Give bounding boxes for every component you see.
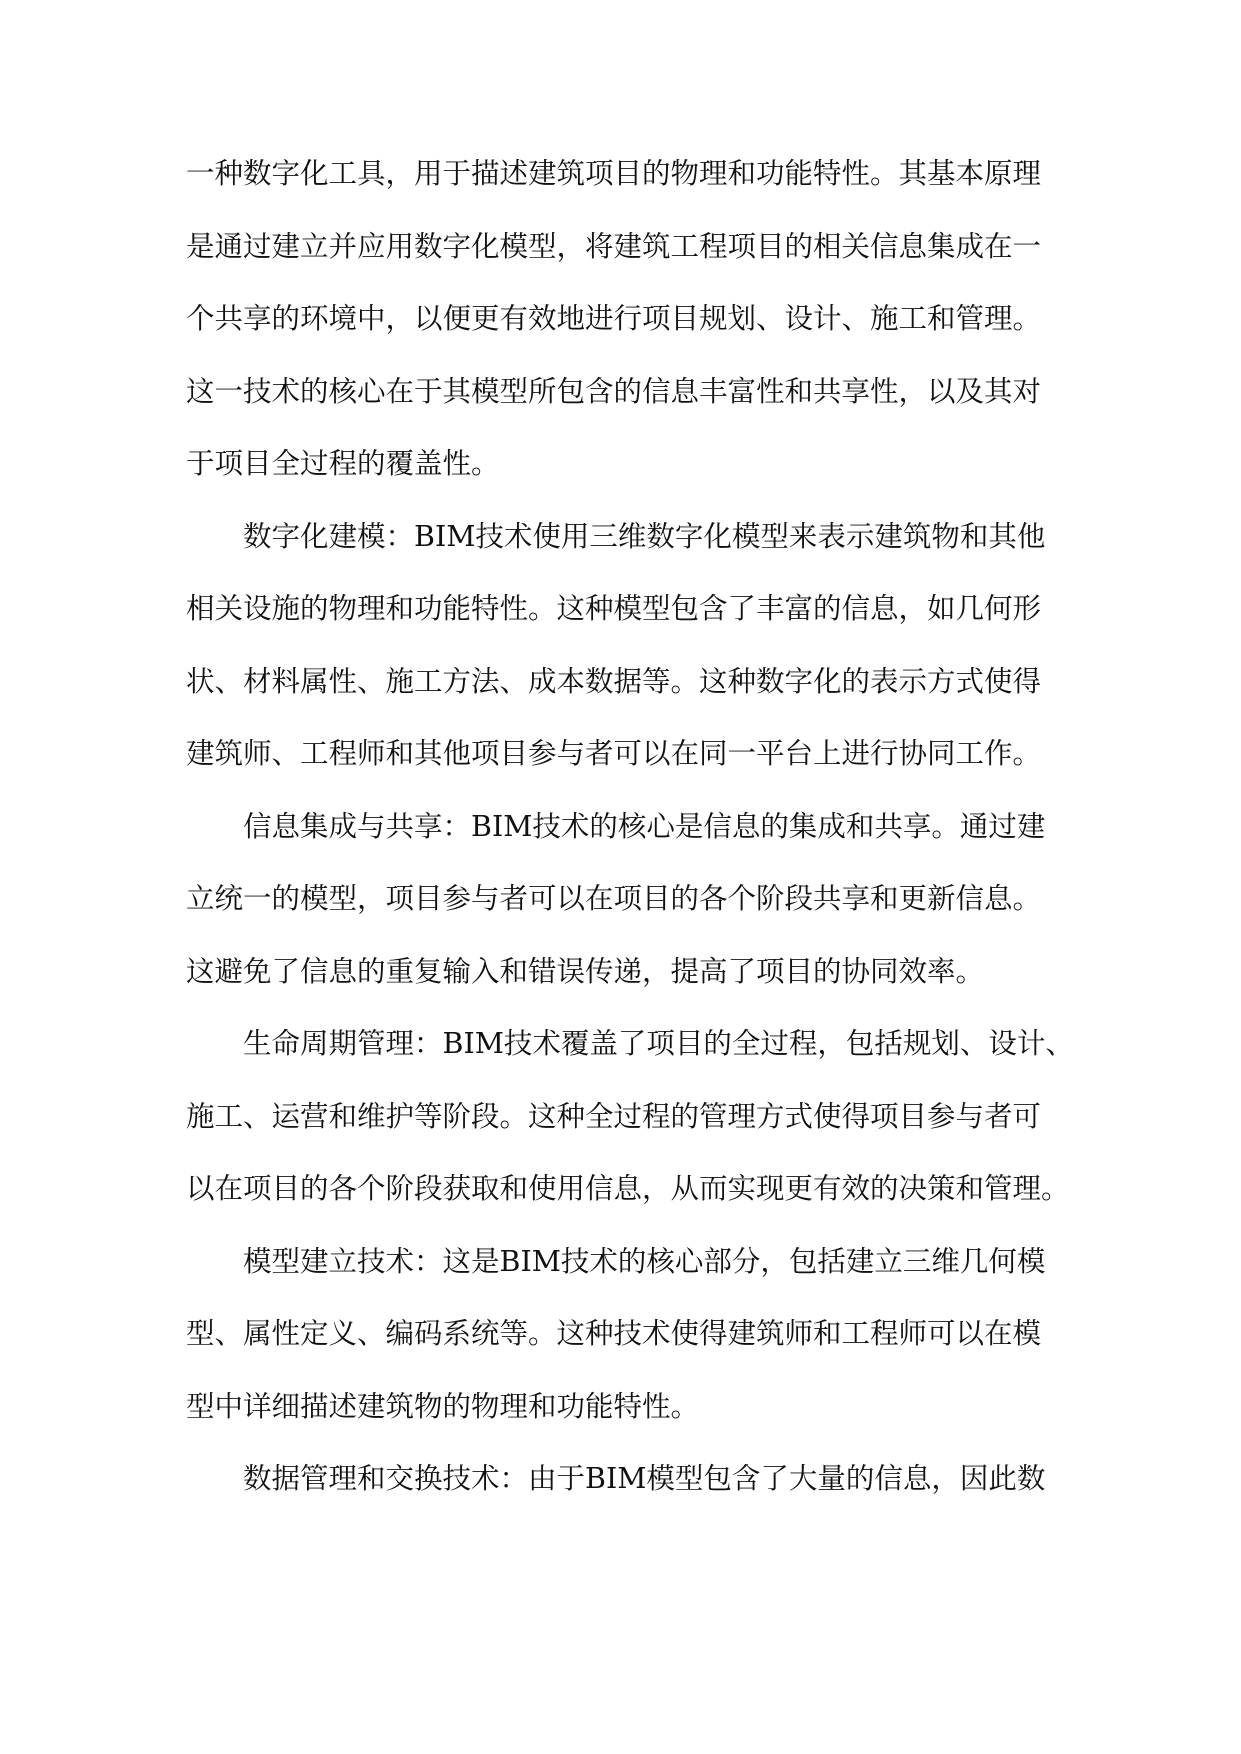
- text-line: 这避免了信息的重复输入和错误传递，提高了项目的协同效率。: [186, 954, 985, 988]
- text-line: 于项目全过程的覆盖性。: [186, 447, 500, 480]
- text-line: 状、材料属性、施工方法、成本数据等。这种数字化的表示方式使得: [186, 664, 1042, 698]
- text-line: 个共享的环境中，以便更有效地进行项目规划、设计、施工和管理。: [186, 302, 1042, 335]
- text-line: 一种数字化工具，用于描述建筑项目的物理和功能特性。其基本原理: [186, 157, 1042, 190]
- text-line: 相关设施的物理和功能特性。这种模型包含了丰富的信息，如几何形: [186, 592, 1042, 625]
- text-line: 施工、运营和维护等阶段。这种全过程的管理方式使得项目参与者可: [186, 1099, 1042, 1133]
- text-line: 型中详细描述建筑物的物理和功能特性。: [186, 1389, 700, 1423]
- paragraph-start-lifecycle-management: 生命周期管理：BIM技术覆盖了项目的全过程，包括规划、设计、: [243, 1027, 1074, 1060]
- text-line: 以在项目的各个阶段获取和使用信息，从而实现更有效的决策和管理。: [186, 1172, 1070, 1205]
- paragraph-start-data-management: 数据管理和交换技术：由于BIM模型包含了大量的信息，因此数: [243, 1462, 1046, 1495]
- paragraph-start-digital-modeling: 数字化建模：BIM技术使用三维数字化模型来表示建筑物和其他: [243, 519, 1046, 553]
- paragraph-start-information-integration: 信息集成与共享：BIM技术的核心是信息的集成和共享。通过建: [243, 809, 1046, 843]
- text-line: 这一技术的核心在于其模型所包含的信息丰富性和共享性，以及其对: [186, 374, 1042, 408]
- body-text: [186, 138, 1074, 1516]
- text-line: 建筑师、工程师和其他项目参与者可以在同一平台上进行协同工作。: [186, 737, 1042, 770]
- text-line: 是通过建立并应用数字化模型，将建筑工程项目的相关信息集成在一: [186, 229, 1042, 263]
- text-line: 型、属性定义、编码系统等。这种技术使得建筑师和工程师可以在模: [186, 1317, 1042, 1350]
- paragraph-start-model-building: 模型建立技术：这是BIM技术的核心部分，包括建立三维几何模: [243, 1244, 1046, 1278]
- text-line: 立统一的模型，项目参与者可以在项目的各个阶段共享和更新信息。: [186, 882, 1042, 915]
